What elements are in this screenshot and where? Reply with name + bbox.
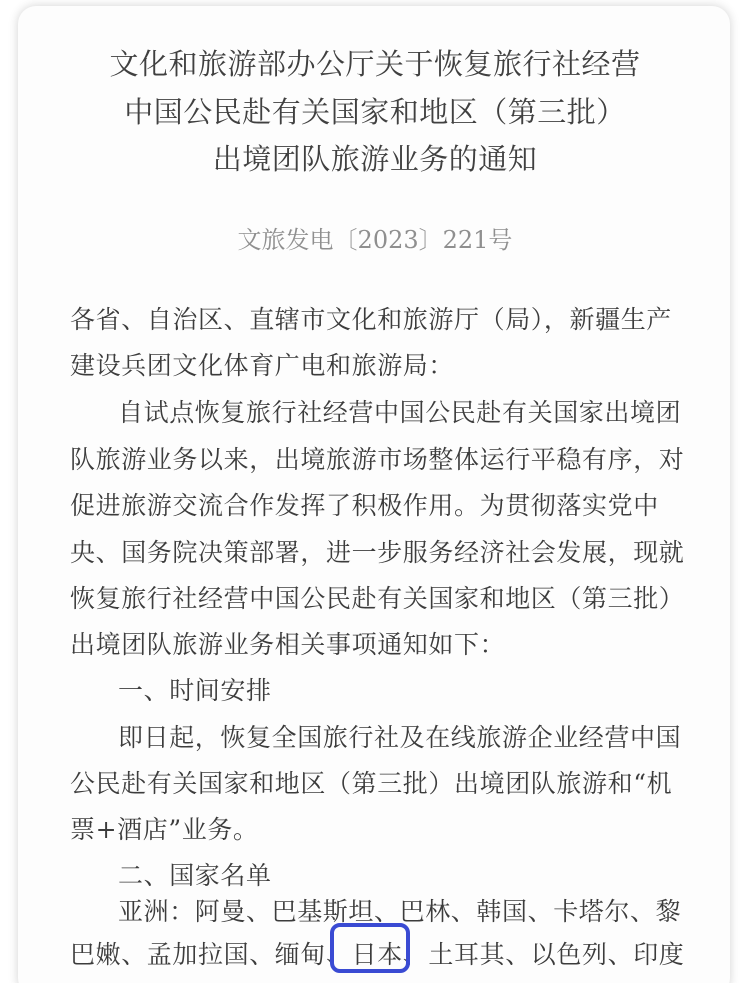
body-line: 巴嫩、孟加拉国、缅甸、日本、土耳其、以色列、印度 xyxy=(70,940,685,969)
document-number: 文旅发电〔2023〕221号 xyxy=(237,226,513,254)
title-line-3: 出境团队旅游业务的通知 xyxy=(212,142,538,176)
body-line: 票+酒店”业务。 xyxy=(70,815,259,844)
title-line-1: 文化和旅游部办公厅关于恢复旅行社经营 xyxy=(109,47,641,81)
body-line: 央、国务院决策部署，进一步服务经济社会发展，现就 xyxy=(70,538,685,567)
body-line: 促进旅游交流合作发挥了积极作用。为贯彻落实党中 xyxy=(70,491,659,520)
body-line: 队旅游业务以来，出境旅游市场整体运行平稳有序，对 xyxy=(70,445,685,474)
body-line: 自试点恢复旅行社经营中国公民赴有关国家出境团 xyxy=(118,398,682,427)
body-line: 建设兵团文化体育广电和旅游局： xyxy=(70,351,455,380)
body-line: 公民赴有关国家和地区（第三批）出境团队旅游和“机 xyxy=(70,769,673,798)
body-line: 即日起，恢复全国旅行社及在线旅游企业经营中国 xyxy=(118,723,682,752)
section-heading: 二、国家名单 xyxy=(118,861,272,890)
highlight-box-japan xyxy=(330,923,410,973)
section-heading: 一、时间安排 xyxy=(118,676,272,705)
body-line: 出境团队旅游业务相关事项通知如下： xyxy=(70,630,506,659)
body-line: 各省、自治区、直辖市文化和旅游厅（局），新疆生产 xyxy=(70,305,672,334)
body-line: 亚洲：阿曼、巴基斯坦、巴林、韩国、卡塔尔、黎 xyxy=(118,897,682,926)
title-line-2: 中国公民赴有关国家和地区（第三批） xyxy=(124,95,626,129)
body-line: 恢复旅行社经营中国公民赴有关国家和地区（第三批） xyxy=(70,584,685,613)
